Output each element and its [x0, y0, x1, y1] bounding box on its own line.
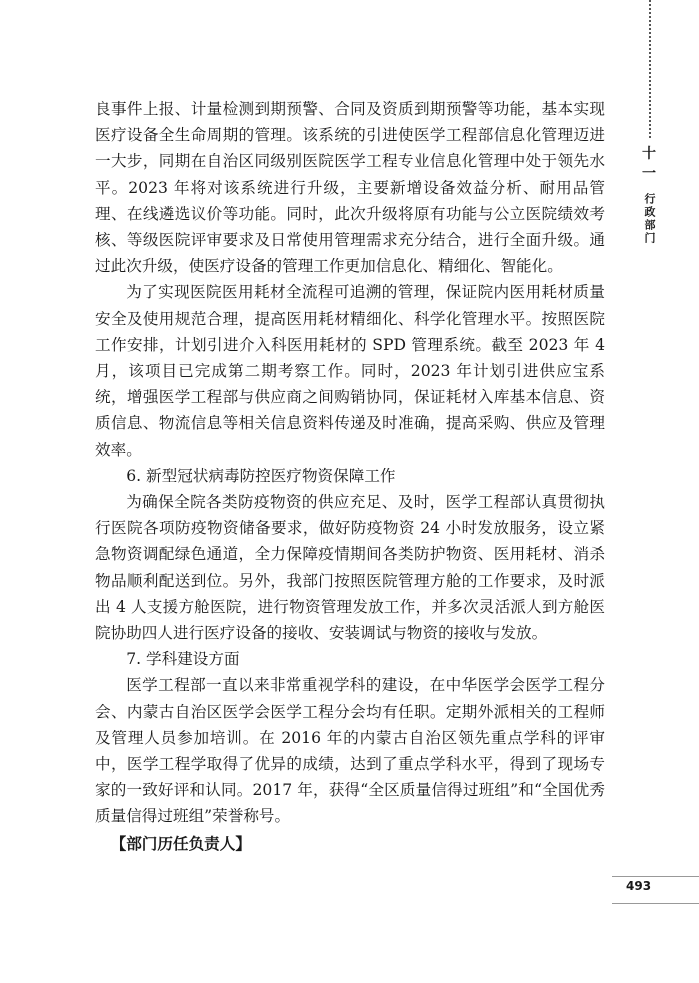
body-text [95, 96, 605, 857]
paragraph-discipline: 医学工程部一直以来非常重视学科的建设，在中华医学会医学工程分会、内蒙古自治区医学会医学工程分会均有任职。定期外派相关的工程师及管理人员参加培训。在 2016 年的内蒙古自治区领先重点学科的评审中，医学工程学取得了优异的成绩，达到了重点学科水平，得到了现场专家的一致好评和认同。2017 年，获得“全区质量信得过班组”和“全国优秀质量信得过班组”荣誉称号。 [95, 676, 605, 826]
chapter-tab [636, 143, 662, 245]
page-number: 493 [626, 879, 652, 893]
chapter-number: 十一 [642, 146, 656, 182]
paragraph-continued: 良事件上报、计量检测到期预警、合同及资质到期预警等功能，基本实现医疗设备全生命周期的管理。该系统的引进使医学工程部信息化管理迈进一大步，同期在自治区同级别医院医学工程专业信息化管理中处于领先水平。2023 年将对该系统进行升级，主要新增设备效益分析、耐用品管理、在线遴选议价等功能。同时，此次升级将原有功能与公立医院绩效考核、等级医院评审要求及日常使用管理需求充分结合，进行全面升级。通过此次升级，使医疗设备的管理工作更加信息化、精细化、智能化。 [95, 100, 605, 276]
subheading-discipline: 7. 学科建设方面 [126, 650, 240, 669]
section-title-leaders: 【部门历任负责人】 [110, 834, 251, 853]
subheading-covid-supplies: 6. 新型冠状病毒防控医疗物资保障工作 [126, 466, 396, 485]
chapter-name: 行政部门 [643, 193, 656, 245]
paragraph-consumables: 为了实现医院医用耗材全流程可追溯的管理，保证院内医用耗材质量安全及使用规范合理，提高医用耗材精细化、科学化管理水平。按照医院工作安排，计划引进介入科医用耗材的 SPD 管理系统。截至 2023 年 4 月，该项目已完成第二期考察工作。同时，2023 年计划引进供应宝系统，增强医学工程部与供应商之间购销协同，保证耗材入库基本信息、资质信息、物流信息等相关信息资料传递及时准确，提高采购、供应及管理效率。 [95, 283, 605, 459]
paragraph-covid-supplies: 为确保全院各类防疫物资的供应充足、及时，医学工程部认真贯彻执行医院各项防疫物资储备要求，做好防疫物资 24 小时发放服务，设立紧急物资调配绿色通道，全力保障疫情期间各类防护物资、医用耗材、消杀物品顺利配送到位。另外，我部门按照医院管理方舱的工作要求，及时派出 4 人支援方舱医院，进行物资管理发放工作，并多次灵活派人到方舱医院协助四人进行医疗设备的接收、安装调试与物资的接收与发放。 [95, 493, 605, 643]
margin-dotted-rule [649, 0, 651, 138]
